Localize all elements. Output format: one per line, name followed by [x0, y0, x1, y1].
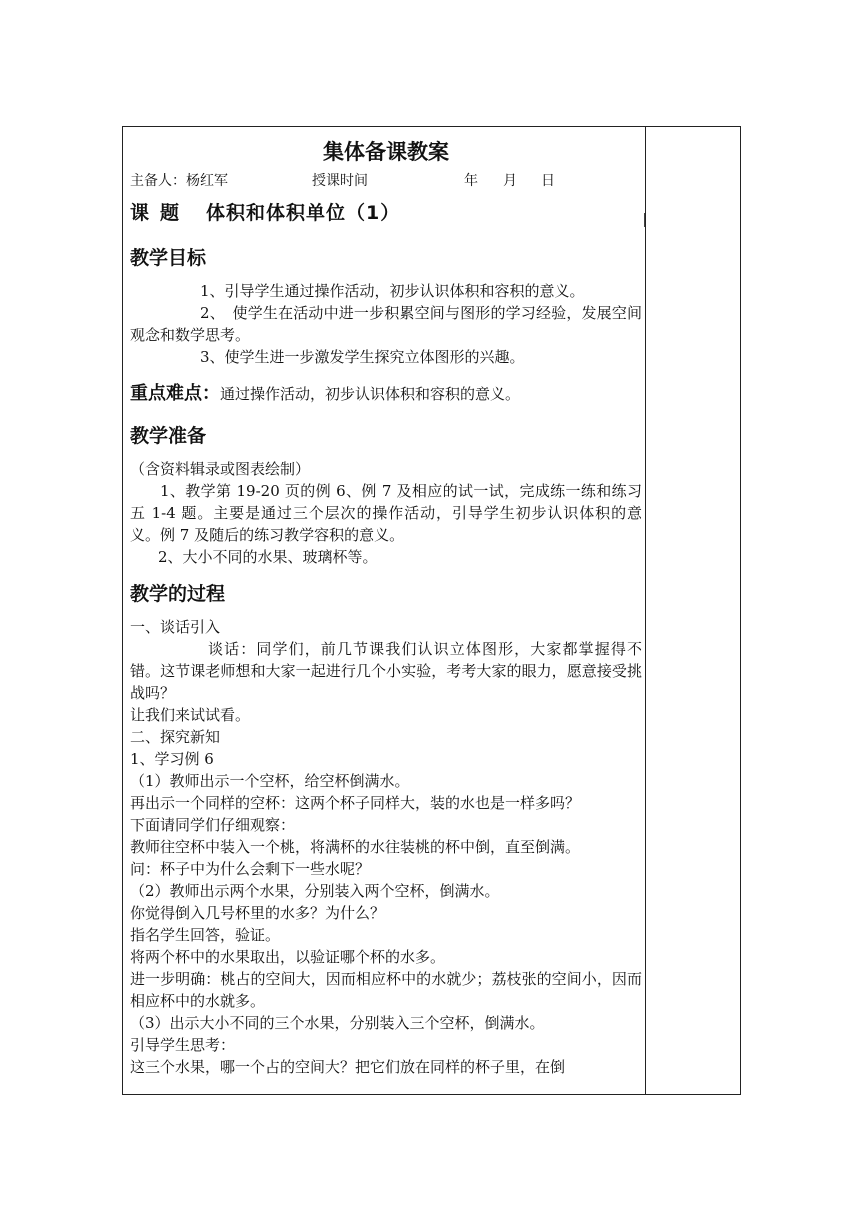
- process-line: 指名学生回答，验证。: [130, 926, 281, 944]
- process-line: 你觉得倒入几号杯里的水多？为什么？: [130, 904, 386, 922]
- document-title: 集体备课教案: [323, 140, 449, 164]
- process-line: 二、探究新知: [130, 728, 221, 746]
- right-column-divider: [645, 126, 646, 1095]
- process-line: 下面请同学们仔细观察：: [130, 816, 296, 834]
- process-line: （2）教师出示两个水果，分别装入两个空杯，倒满水。: [130, 882, 500, 900]
- day-label: 日: [541, 173, 555, 189]
- process-heading: 教学的过程: [130, 583, 226, 605]
- process-line: 将两个杯中的水果取出，以验证哪个杯的水多。: [130, 948, 446, 966]
- process-line: 问：杯子中为什么会剩下一些水呢？: [130, 860, 371, 878]
- objective-item: 2、 使学生在活动中进一步积累空间与图形的学习经验，发展空间观念和数学思考。: [130, 304, 642, 344]
- process-line: 再出示一个同样的空杯：这两个杯子同样大，装的水也是一样多吗？: [130, 794, 581, 812]
- process-line: 谈话：同学们，前几节课我们认识立体图形，大家都掌握得不错。这节课老师想和大家一起进行几个小实验，考考大家的眼力，愿意接受挑战吗？: [130, 640, 642, 702]
- time-label: 授课时间: [312, 173, 368, 189]
- preparer: 主备人：杨红军: [130, 173, 228, 189]
- lesson-topic-row: [130, 196, 642, 234]
- preparation-item: 2、大小不同的水果、玻璃杯等。: [158, 548, 378, 566]
- lesson-label-2: 题: [160, 202, 181, 224]
- process-line: （1）教师出示一个空杯，给空杯倒满水。: [130, 772, 410, 790]
- process-line: 这三个水果，哪一个占的空间大？把它们放在同样的杯子里，在倒: [130, 1058, 566, 1076]
- cell-marker: [644, 213, 648, 227]
- lesson-label-1: 课: [130, 202, 151, 224]
- lesson-plan-content: [130, 130, 642, 1078]
- objectives-heading: 教学目标: [130, 247, 207, 269]
- process-line: 引导学生思考：: [130, 1036, 236, 1054]
- meta-row: [130, 170, 642, 196]
- key-points-text: 通过操作活动，初步认识体积和容积的意义。: [220, 385, 521, 403]
- process-line: 1、学习例 6: [130, 750, 214, 768]
- objective-item: 1、引导学生通过操作活动，初步认识体积和容积的意义。: [200, 282, 585, 300]
- objective-item: 3、使学生进一步激发学生探究立体图形的兴趣。: [200, 348, 525, 366]
- year-label: 年: [464, 173, 478, 189]
- lesson-topic: 体积和体积单位（1）: [206, 202, 401, 224]
- process-line: 让我们来试试看。: [130, 706, 251, 724]
- key-points-row: [130, 380, 642, 408]
- key-points-label: 重点难点：: [130, 383, 220, 404]
- preparation-item: 1、教学第 19-20 页的例 6、例 7 及相应的试一试，完成练一练和练习五 1-4 题。主要是通过三个层次的操作活动，引导学生初步认识体积的意义。例 7 及随后的练习教学容积的意义。: [130, 482, 642, 544]
- process-line: （3）出示大小不同的三个水果，分别装入三个空杯，倒满水。: [130, 1014, 545, 1032]
- process-line: 一、谈话引入: [130, 618, 221, 636]
- month-label: 月: [503, 173, 517, 189]
- preparation-heading: 教学准备: [130, 425, 207, 447]
- process-line: 教师往空杯中装入一个桃，将满杯的水往装桃的杯中倒，直至倒满。: [130, 838, 581, 856]
- process-line: 进一步明确：桃占的空间大，因而相应杯中的水就少；荔枝张的空间小，因而相应杯中的水就多。: [130, 970, 642, 1010]
- preparation-note: （含资料辑录或图表绘制）: [130, 460, 311, 478]
